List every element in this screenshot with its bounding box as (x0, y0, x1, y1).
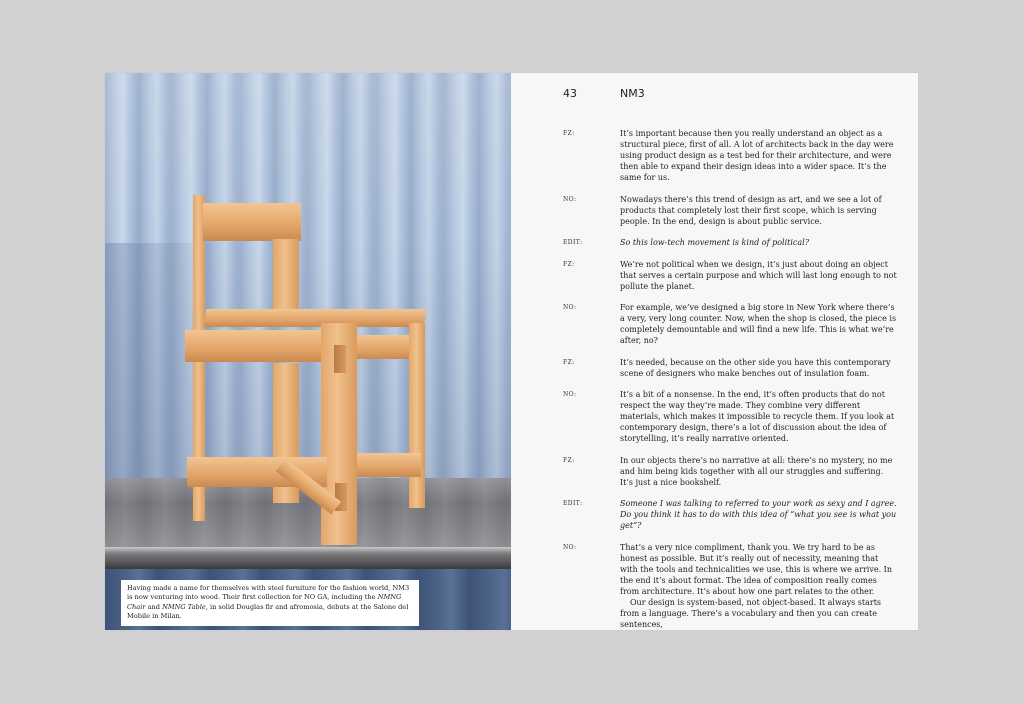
answer-text (620, 259, 898, 292)
caption-text: and (145, 602, 163, 611)
speaker-label: FZ: (563, 456, 575, 464)
chair-seat-apron (185, 330, 333, 362)
editor-question (620, 498, 898, 531)
paragraph: It’s needed, because on the other side you have this contemporary scene of designers who make benches out of insulation foam. (620, 357, 891, 378)
interview-entry (511, 357, 918, 379)
interview-entry (511, 389, 918, 444)
speaker-label: FZ: (563, 358, 575, 366)
photo-caption (121, 580, 419, 626)
editor-question (620, 237, 898, 248)
page-number: 43 (563, 87, 577, 100)
caption-italic-chair: NMNG Chair (127, 593, 402, 611)
paragraph: Someone I was talking to referred to your work as sexy and I agree. Do you think it has to do with this idea of “what you see is what you get”? (620, 499, 897, 530)
magazine-spread (105, 73, 918, 630)
speaker-label: NO: (563, 195, 577, 203)
paragraph: Our design is system-based, not object-based. It always starts from a language. There’s a vocabulary and then you can create sentences, (620, 597, 882, 629)
caption-italic-table: NMNG Table (162, 602, 206, 611)
chair-front-leg-right (409, 323, 425, 508)
answer-text (620, 357, 898, 379)
caption-text: , in solid Douglas fir and afromosia, debuts at the Salone del Mobile in Milan. (127, 602, 409, 621)
interview-entry (511, 128, 918, 183)
chair-stretcher-side (357, 453, 421, 477)
chair-seat (204, 309, 427, 327)
paragraph: In our objects there’s no narrative at all: there’s no mystery, no me and him being kids together with all our struggles and suffering. It’s just a nice bookshelf. (620, 455, 893, 487)
chair-photo (105, 73, 511, 630)
paragraph: For example, we’ve designed a big store in New York where there’s a very, very long counter. Now, when the shop is closed, the piece is completely demountable and will find a new life. This is what we’re after, no? (620, 303, 897, 345)
speaker-label: NO: (563, 304, 577, 311)
paragraph: That’s a very nice compliment, thank you. We try hard to be as honest as possible. But it’s really out of necessity, meaning that with the tools and technicalities we use, this is where we arrive. In the end it’s about format. The idea of composition really comes from architecture. It’s about how one part relates to the other. (620, 542, 892, 596)
chair-backrest (203, 203, 301, 241)
speaker-label: FZ: (563, 260, 575, 268)
interview-entry (511, 194, 918, 227)
answer-text (620, 455, 898, 488)
paragraph: Nowadays there’s this trend of design as art, and we see a lot of products that completely lost their first scope, which is serving people. In the end, design is about public service. (620, 194, 882, 226)
paragraph: It’s important because then you really understand an object as a structural piece, first of all. A lot of architects back in the day were using product design as a test bed for their architecture, and were then able to expand their design ideas into a wider space. It’s the same for us. (620, 129, 894, 182)
answer-text (620, 128, 898, 183)
interview-entry (511, 498, 918, 531)
wooden-chair (105, 73, 511, 630)
running-head: NM3 (620, 87, 645, 100)
interview-entry (511, 302, 918, 346)
answer-text (620, 542, 898, 630)
text-page (511, 73, 918, 630)
caption-text: Having made a name for themselves with steel furniture for the fashion world, NM3 is now venturing into wood. Their first collection for NO GA, including the (127, 584, 410, 602)
chair-side-apron (355, 335, 417, 359)
interview-entry (511, 542, 918, 630)
interview-entry (511, 455, 918, 488)
speaker-label: NO: (563, 391, 577, 398)
answer-text (620, 302, 898, 346)
speaker-label: EDIT: (563, 500, 583, 507)
speaker-label: EDIT: (563, 239, 583, 246)
interview-transcript (511, 128, 918, 630)
speaker-label: NO: (563, 543, 577, 551)
answer-text (620, 389, 898, 444)
chair-tenon-upper (334, 345, 346, 373)
paragraph: So this low-tech movement is kind of political? (620, 238, 810, 247)
interview-entry (511, 237, 918, 248)
paragraph: We’re not political when we design, it’s just about doing an object that serves a certain purpose and which will last long enough to not pollute the planet. (620, 259, 897, 291)
speaker-label: FZ: (563, 130, 575, 137)
interview-entry (511, 259, 918, 292)
paragraph: It’s a bit of a nonsense. In the end, it’s often products that do not respect the way they’re made. They combine very different materials, which makes it impossible to recycle them. If you look at contemporary design, there’s a lot of discussion about the idea of storytelling, it’s really narrative oriented. (620, 390, 895, 443)
answer-text (620, 194, 898, 227)
